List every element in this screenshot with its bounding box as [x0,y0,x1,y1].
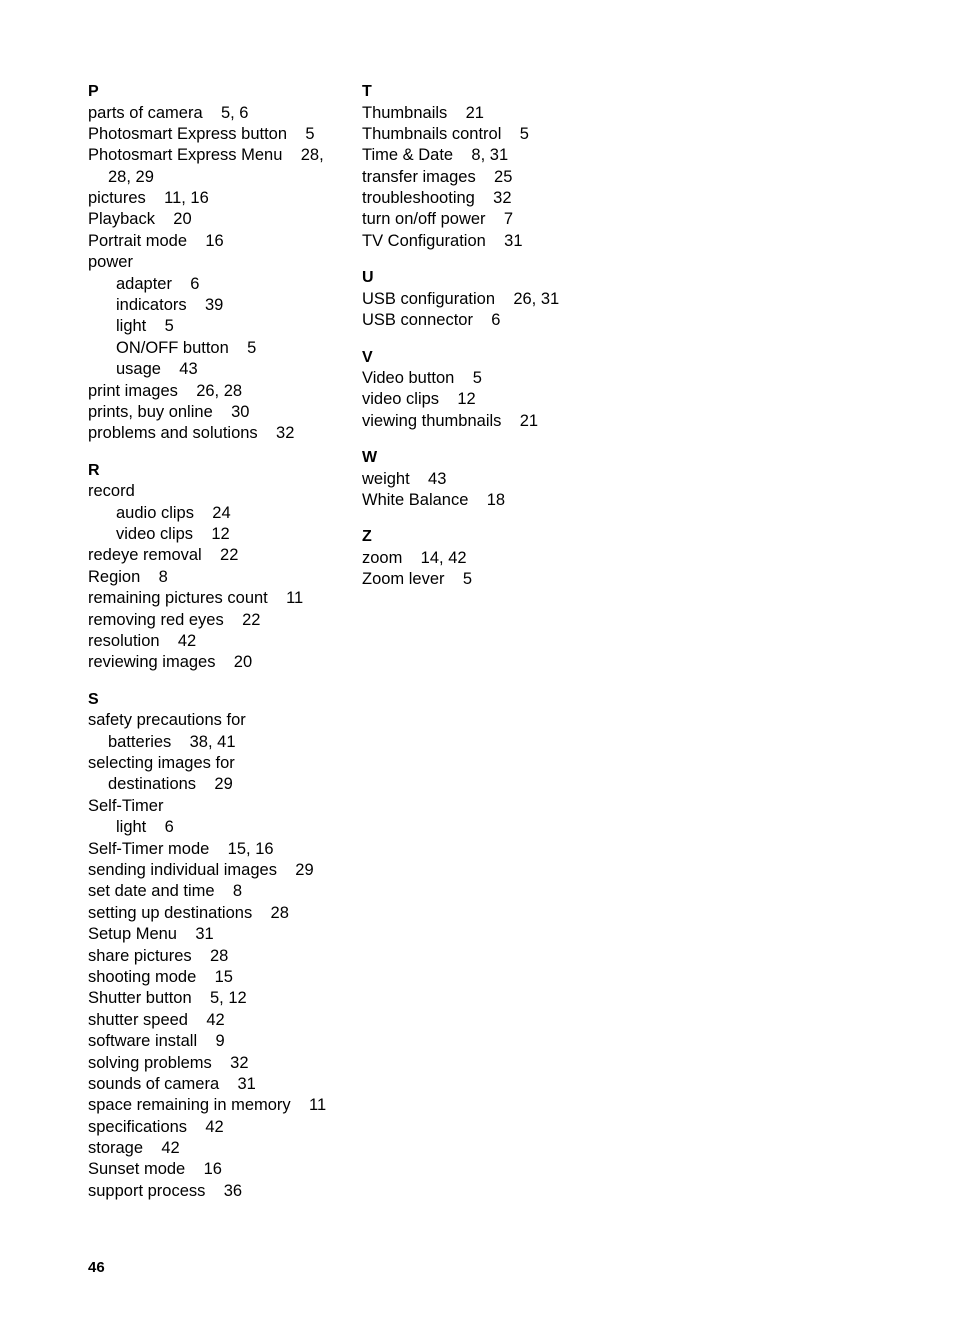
index-section-letter: U [362,269,374,287]
index-entry: Thumbnails 21 [362,103,484,122]
index-entry: problems and solutions 32 [88,424,295,443]
index-entry: sounds of camera 31 [88,1074,256,1093]
index-entry: Shutter button 5, 12 [88,989,247,1008]
index-entry-continuation: batteries 38, 41 [108,732,236,751]
index-subentry: light 6 [116,818,174,837]
index-entry: print images 26, 28 [88,381,243,400]
index-entry: solving problems 32 [88,1053,249,1072]
index-entry: Self-Timer [88,796,164,815]
section-gap [362,332,662,347]
index-entry: Setup Menu 31 [88,925,214,944]
index-entry: Photosmart Express button 5 [88,124,315,143]
index-entry: prints, buy online 30 [88,402,250,421]
index-entry: Self-Timer mode 15, 16 [88,839,274,858]
index-entry: zoom 14, 42 [362,548,467,567]
index-entry: specifications 42 [88,1117,224,1136]
index-entry: resolution 42 [88,631,197,650]
index-subentry: video clips 12 [116,525,230,544]
index-entry-continuation: destinations 29 [108,775,233,794]
index-entry: Playback 20 [88,210,192,229]
index-entry: shutter speed 42 [88,1010,225,1029]
index-entry: Thumbnails control 5 [362,124,529,143]
index-entry: weight 43 [362,469,447,488]
index-entry: Video button 5 [362,369,482,388]
index-entry: setting up destinations 28 [88,903,289,922]
index-entry: Portrait mode 16 [88,231,224,250]
index-entry: Zoom lever 5 [362,570,473,589]
index-entry: troubleshooting 32 [362,189,512,208]
index-subentry: audio clips 24 [116,503,231,522]
index-section-letter: V [362,348,373,366]
index-column-right [362,81,662,591]
index-entry: redeye removal 22 [88,546,239,565]
index-entry: transfer images 25 [362,167,513,186]
index-entry: share pictures 28 [88,946,229,965]
index-entry: storage 42 [88,1139,180,1158]
index-entry: selecting images for [88,754,235,773]
index-entry: record [88,482,135,501]
index-entry: removing red eyes 22 [88,610,261,629]
index-section-letter: T [362,83,372,100]
index-entry: set date and time 8 [88,882,243,901]
page-number: 46 [88,1259,105,1276]
index-subentry: adapter 6 [116,274,200,293]
index-entry: reviewing images 20 [88,653,253,672]
index-entry: USB configuration 26, 31 [362,289,560,308]
index-entry: power [88,253,133,272]
index-column-left [88,81,350,1202]
index-section-letter: S [88,690,99,708]
index-subentry: light 5 [116,317,174,336]
index-entry: parts of camera 5, 6 [88,103,249,122]
index-subentry: indicators 39 [116,296,224,315]
index-entry: turn on/off power 7 [362,210,514,229]
section-gap [362,252,662,267]
index-entry: support process 36 [88,1181,243,1200]
index-entry: shooting mode 15 [88,967,233,986]
index-section-letter: W [362,449,378,467]
index-entry: pictures 11, 16 [88,189,209,208]
index-entry: USB connector 6 [362,311,501,330]
index-entry: Sunset mode 16 [88,1160,222,1179]
index-entry: Time & Date 8, 31 [362,146,509,165]
section-gap [362,511,662,526]
index-entry: TV Configuration 31 [362,231,523,250]
index-entry: video clips 12 [362,390,476,409]
index-entry: software install 9 [88,1032,225,1051]
index-entry: Region 8 [88,567,168,586]
index-subentry: ON/OFF button 5 [116,338,257,357]
index-entry-continuation: 28, 29 [108,167,154,186]
index-entry: space remaining in memory 11 [88,1096,327,1115]
section-gap [362,432,662,447]
index-entry: viewing thumbnails 21 [362,411,539,430]
index-section-letter: R [88,461,100,479]
index-entry: safety precautions for [88,711,246,730]
index-section-letter: P [88,83,99,100]
index-entry: sending individual images 29 [88,861,314,879]
section-gap [88,674,350,689]
index-entry: Photosmart Express Menu 28, [88,146,324,165]
section-gap [88,445,350,460]
index-entry: remaining pictures count 11 [88,589,304,608]
index-subentry: usage 43 [116,360,198,379]
index-entry: White Balance 18 [362,491,506,510]
index-section-letter: Z [362,528,372,546]
